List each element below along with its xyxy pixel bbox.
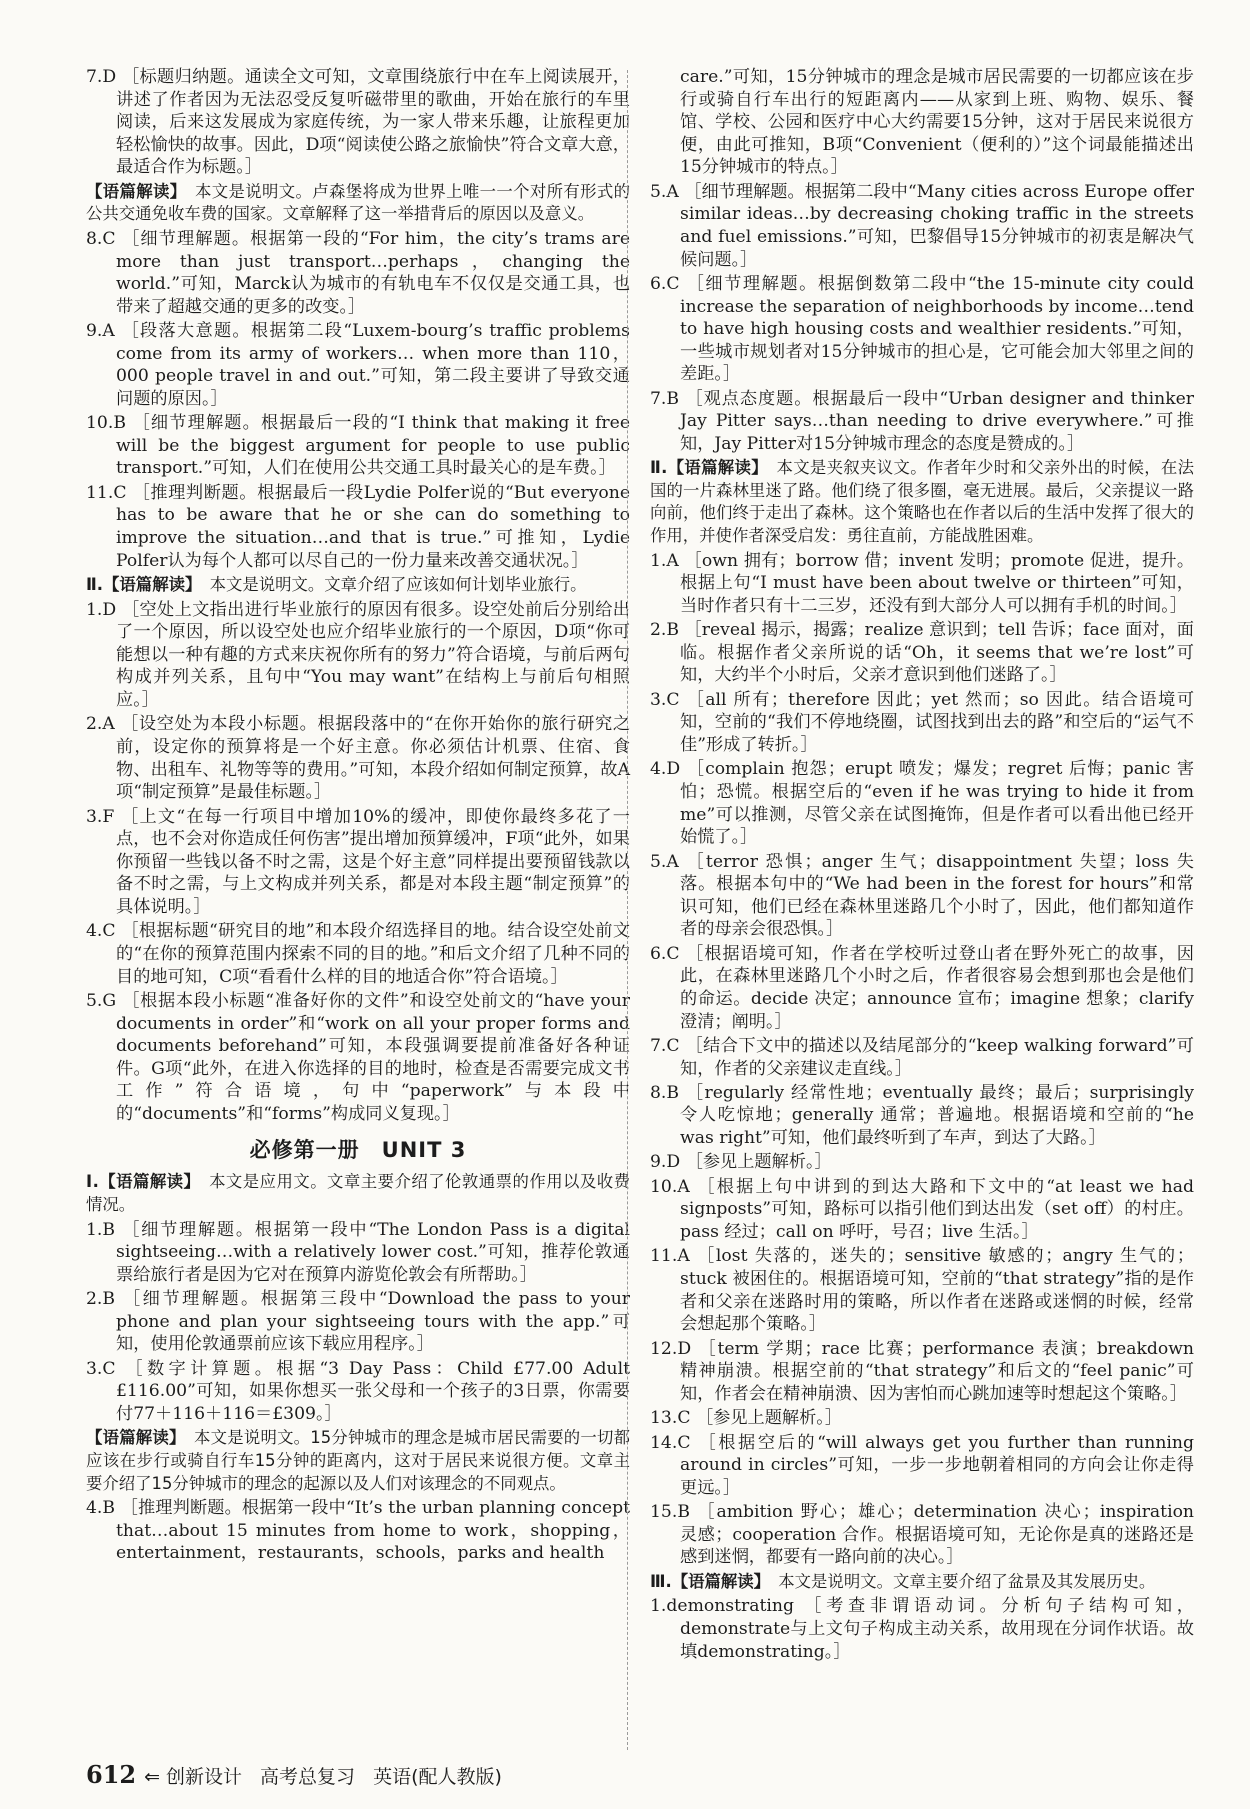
answer-explanation: ［上文“在每一行项目中增加10%的缓冲，即使你最终多花了一点，也不会对你造成任何伤害”提出增加预算缓冲，F项“此外，如果你预留一些钱以备不时之需，这是个好主意”同样提出要预留钱款以备不时之需，与上文构成并列关系，都是对本段主题“制定预算”的具体说明。］ (116, 806, 630, 917)
series-name: 高考总复习 (260, 1766, 356, 1788)
answer-explanation: ［regularly 经常性地；eventually 最终；最后；surprisingly 令人吃惊地；generally 通常；普遍地。根据语境和空前的“he was right”可知，他们最终听到了车声，到达了大路。］ (680, 1082, 1194, 1149)
note-tag: Ⅰ.【语篇解读】 (86, 1172, 193, 1192)
answer-number: 3.C (650, 689, 680, 710)
answer-explanation: ［空处上文指出进行毕业旅行的原因有很多。设空处前后分别给出了一个原因，所以设空处也应介绍毕业旅行的一个原因，D项“你可能想以一种有趣的方式来庆祝你所有的努力”符合语境，与前后两句构成并列关系，且句中“You may want”在结构上与前后句相照应。］ (116, 599, 630, 711)
answer-item (650, 1151, 1194, 1174)
answer-item (650, 1338, 1194, 1406)
answer-explanation: ［细节理解题。根据第一段的“For him，the city’s trams are more than just transport…perhaps，changing the world.”可知，Marck认为城市的有轨电车不仅仅是交通工具，也带来了超越交通的更多的改变。］ (116, 228, 630, 317)
page-number: 612 (86, 1760, 137, 1789)
answer-item (650, 1432, 1194, 1500)
answer-explanation: ［推理判断题。根据第一段中“It’s the urban planning concept that…about 15 minutes from home to work，shopping，entertainment，restaurants，schools，parks and health (116, 1498, 630, 1564)
note-text: 本文是说明文。卢森堡将成为世界上唯一一个对所有形式的公共交通免收车费的国家。文章解释了这一举措背后的原因以及意义。 (86, 181, 630, 224)
answer-explanation: ［根据标题“研究目的地”和本段介绍选择目的地。结合设空处前文的“在你的预算范围内探索不同的目的地。”和后文介绍了几种不同的目的地可知，C项“看看什么样的目的地适合你”符合语境。］ (116, 921, 631, 987)
answer-item (650, 1035, 1194, 1080)
answer-number: 14.C (650, 1432, 691, 1453)
answer-explanation: ［段落大意题。根据第二段“Luxem-bourg’s traffic problems come from its army of workers… when more than 110，000 people travel in and out.”可知，第二段主要讲了导致交通问题的原因。］ (116, 321, 631, 409)
passage-note (86, 1171, 630, 1216)
answer-item (650, 388, 1194, 456)
answer-number: 10.A (650, 1176, 690, 1197)
note-text: 本文是应用文。文章主要介绍了伦敦通票的作用以及收费情况。 (86, 1172, 631, 1215)
note-text: 本文是说明文。15分钟城市的理念是城市居民需要的一切都应该在步行或骑自行车15分钟的距离内，这对于居民来说很方便。文章主要介绍了15分钟城市的理念的起源以及人们对该理念的不同观点。 (86, 1428, 631, 1493)
note-tag: Ⅱ.【语篇解读】 (650, 458, 760, 478)
answer-number: 7.C (650, 1035, 680, 1056)
answer-number: 2.A (86, 714, 115, 735)
answer-explanation: ［all 所有；therefore 因此；yet 然而；so 因此。结合语境可知，空前的“我们不停地绕圈，试图找到出去的路”和空后的“运气不佳”形成了转折。］ (680, 689, 1195, 755)
answer-number: 9.A (86, 321, 115, 342)
answer-item (650, 758, 1194, 848)
answer-explanation: ［terror 恐惧；anger 生气；disappointment 失望；loss 失落。根据本句中的“We had been in the forest for hours”和常识可知，他们已经在森林里迷路几个小时了，因此，他们都知道作者的母亲会很恐惧。］ (680, 851, 1194, 940)
answer-explanation: ［细节理解题。根据第二段中“Many cities across Europe offer similar ideas…by decreasing choking traffic in the streets and fuel emissions.”可知，巴黎倡导15分钟城市的初衷是解决气候问题。］ (680, 181, 1195, 270)
answer-item (650, 943, 1194, 1033)
answer-explanation: ［reveal 揭示，揭露；realize 意识到；tell 告诉；face 面对，面临。根据作者父亲所说的话“Oh，it seems that we’re lost”可知，大约半个小时后，父亲才意识到他们迷路了。］ (680, 620, 1194, 686)
answer-number: 13.C (650, 1408, 691, 1429)
answer-continuation: care.”可知，15分钟城市的理念是城市居民需要的一切都应该在步行或骑自行车出行的短距离内——从家到上班、购物、娱乐、餐馆、学校、公园和医疗中心大约需要15分钟，这对于居民来说很方便，由此可推知，B项“Convenient（便利的）”这个词最能描述出15分钟城市的特点。］ (680, 67, 1194, 178)
answer-number: 10.B (86, 413, 126, 434)
answer-explanation: ［结合下文中的描述以及结尾部分的“keep walking forward”可知，作者的父亲建议走直线。］ (680, 1035, 1194, 1079)
answer-number: 4.B (86, 1498, 116, 1519)
answer-item (86, 1497, 630, 1565)
answer-number: 15.B (650, 1502, 690, 1523)
answer-explanation: ［细节理解题。根据倒数第二段中“the 15-minute city could increase the separation of neighborhoods by income…tend to have high housing costs and wealthier residents.”可知，一些城市规划者对15分钟城市的担心是，它可能会加大邻里之间的差距。］ (680, 273, 1195, 385)
answer-item (86, 806, 630, 919)
answer-explanation: ［细节理解题。根据最后一段的“I think that making it free will be the biggest argument for people to use public transport.”可知，人们在使用公共交通工具时最关心的是车费。］ (116, 413, 630, 479)
answer-item (650, 1501, 1194, 1569)
answer-item (650, 273, 1194, 386)
answer-explanation: ［数字计算题。根据“3 Day Pass：Child £77.00 Adult £116.00”可知，如果你想买一张父母和一个孩子的3日票，你需要付77＋116＋116＝£309。］ (116, 1358, 630, 1425)
answer-item (650, 851, 1194, 941)
passage-note (86, 1427, 630, 1495)
note-text: 本文是夹叙夹议文。作者年少时和父亲外出的时候，在法国的一片森林里迷了路。他们绕了很多圈，毫无进展。最后，父亲提议一路向前，他们终于走出了森林。这个策略也在作者以后的生活中发挥了很大的作用，并使作者深受启发：勇往直前，方能战胜困难。 (650, 458, 1195, 546)
arrow-icon: ⇐ (144, 1766, 161, 1788)
brand-name: 创新设计 (166, 1766, 243, 1788)
passage-note (650, 1571, 1194, 1594)
answer-explanation: ［推理判断题。根据最后一段Lydie Polfer说的“But everyone has to be aware that he or she can do something to improve the situation…and that is true.”可推知，Lydie Polfer认为每个人都可以尽自己的一份力量来改善交通状况。］ (116, 482, 630, 571)
answer-explanation: ［考查非谓语动词。分析句子结构可知，demonstrate与上文句子构成主动关系，故用现在分词作状语。故填demonstrating。］ (680, 1596, 1194, 1662)
answer-item (650, 550, 1194, 618)
answer-explanation: ［complain 抱怨；erupt 喷发；爆发；regret 后悔；panic 害怕；恐慌。根据空后的“even if he was trying to hide it from me”可以推测，尽管父亲在试图掩饰，但是作者可以看出他已经开始慌了。］ (680, 759, 1195, 848)
answer-number: 4.D (650, 759, 681, 780)
answer-item (650, 1082, 1194, 1150)
answer-explanation: ［own 拥有；borrow 借；invent 发明；promote 促进，提升。根据上句“I must have been about twelve or thirteen”可知，当时作者只有十二三岁，还没有到大部分人可以拥有手机的时间。］ (680, 550, 1195, 616)
passage-note (650, 457, 1194, 547)
answer-explanation: ［根据语境可知，作者在学校听过登山者在野外死亡的故事，因此，在森林里迷路几个小时之后，作者很容易会想到那也会是他们的命运。decide 决定；announce 宣布；imagine 想象；clarify 澄清；阐明。］ (680, 943, 1194, 1032)
page-footer (86, 1762, 520, 1790)
passage-note (86, 181, 630, 226)
subject-name: 英语(配人教版) (373, 1766, 502, 1788)
answer-item (86, 990, 630, 1126)
answer-item (86, 920, 630, 988)
answer-explanation: ［根据本段小标题“准备好你的文件”和设空处前文的“have your documents in order”和“work on all your proper forms and documents beforehand”可知，本段强调要提前准备好各种证件。G项“此外，在进入你选择的目的地时，检查是否需要完成文书工作”符合语境，句中“paperwork”与本段中的“documents”和“forms”构成同义复现。］ (116, 990, 630, 1124)
answer-explanation: ［细节理解题。根据第三段中“Download the pass to your phone and plan your sightseeing tours with the app.”可知，使用伦敦通票前应该下载应用程序。］ (116, 1289, 630, 1355)
note-tag: Ⅱ.【语篇解读】 (86, 575, 194, 595)
answer-explanation: ［term 学期；race 比赛；performance 表演；breakdown 精神崩溃。根据空前的“that strategy”和后文的“feel panic”可知，作者会在精神崩溃、因为害怕而心跳加速等时想起这个策略。］ (680, 1338, 1195, 1404)
answer-explanation: ［细节理解题。根据第一段中“The London Pass is a digital sightseeing…with a relatively lower cost.”可知，推荐伦敦通票给旅行者是因为它对在预算内游览伦敦会有所帮助。］ (116, 1219, 630, 1285)
answer-explanation: ［参见上题解析。］ (685, 1152, 832, 1173)
answer-number: 2.B (86, 1289, 116, 1310)
answer-item (650, 1595, 1194, 1663)
answer-number: 3.F (86, 806, 115, 827)
answer-number: 1.D (86, 599, 117, 620)
note-tag: Ⅲ.【语篇解读】 (650, 1571, 762, 1591)
answer-explanation: ［根据空后的“will always get you further than running around in circles”可知，一步一步地朝着相同的方向会让你走得更远。］ (680, 1432, 1195, 1498)
answer-number: 7.B (650, 388, 680, 409)
answer-item (650, 619, 1194, 687)
answer-number: 1.A (650, 550, 679, 571)
answer-item (86, 599, 630, 712)
answer-number: 8.B (650, 1082, 680, 1103)
passage-note (86, 574, 630, 597)
answer-number: 1.B (86, 1219, 116, 1240)
answer-number: 7.D (86, 67, 117, 87)
answer-number: 11.A (650, 1246, 690, 1267)
answer-explanation: ［标题归纳题。通读全文可知，文章围绕旅行中在车上阅读展开，讲述了作者因为无法忍受反复听磁带里的歌曲，开始在旅行的车里阅读，后来这发展成为家庭传统，为一家人带来乐趣，让旅程更加轻松愉快的故事。因此，D项“阅读使公路之旅愉快”符合文章大意，最适合作为标题。］ (116, 67, 630, 178)
answer-item (86, 1288, 630, 1356)
answer-explanation: ［根据上句中讲到的到达大路和下文中的“at least we had signposts”可知，路标可以指引他们到达出发（set off）的村庄。pass 经过；call on 呼吁，号召；live 生活。］ (680, 1176, 1194, 1243)
column-divider (627, 70, 628, 1750)
answer-item (86, 228, 630, 318)
answer-item (650, 1176, 1194, 1244)
note-text: 本文是说明文。文章主要介绍了盆景及其发展历史。 (778, 1571, 1156, 1591)
answer-number: 4.C (86, 921, 116, 942)
answer-item (86, 320, 630, 410)
answer-item (86, 1219, 630, 1287)
answer-item (86, 412, 630, 480)
answer-number: 1.demonstrating (650, 1596, 794, 1617)
answer-number: 6.C (650, 273, 680, 294)
answer-item (650, 1407, 1194, 1430)
answer-item (650, 1245, 1194, 1335)
answer-item (86, 1358, 630, 1426)
answer-explanation: ［lost 失落的，迷失的；sensitive 敏感的；angry 生气的；stuck 被困住的。根据语境可知，空前的“that strategy”指的是作者和父亲在迷路时用的策略，所以作者在迷路或迷惘的时候，经常会想起那个策略。］ (680, 1246, 1195, 1335)
answer-explanation: ［ambition 野心；雄心；determination 决心；inspiration 灵感；cooperation 合作。根据语境可知，无论你是真的迷路还是感到迷惘，都要有一路向前的决心。］ (680, 1502, 1194, 1568)
answer-number: 5.G (86, 990, 117, 1011)
answer-item (86, 713, 630, 803)
answer-number: 8.C (86, 228, 116, 249)
answer-item (650, 181, 1194, 271)
answer-item (86, 66, 630, 179)
answer-item (650, 689, 1194, 757)
unit-title: 必修第一册 UNIT 3 (249, 1138, 467, 1163)
right-column (650, 66, 1194, 1665)
answer-number: 9.D (650, 1152, 681, 1173)
answer-number: 6.C (650, 943, 680, 964)
answer-explanation: ［观点态度题。根据最后一段中“Urban designer and thinker Jay Pitter says…than needing to drive everywhere.”可推知，Jay Pitter对15分钟城市理念的态度是赞成的。］ (680, 388, 1194, 454)
answer-item (86, 482, 630, 572)
note-tag: 【语篇解读】 (86, 181, 179, 201)
answer-explanation: ［设空处为本段小标题。根据段落中的“在你开始你的旅行研究之前，设定你的预算将是一个好主意。你必须估计机票、住宿、食物、出租车、礼物等等的费用。”可知，本段介绍如何制定预算，故A项“制定预算”是最佳标题。］ (116, 714, 631, 803)
left-column (86, 66, 630, 1567)
answer-number: 5.A (650, 181, 679, 202)
answer-number: 5.A (650, 851, 679, 872)
answer-number: 11.C (86, 482, 127, 503)
answer-number: 2.B (650, 620, 680, 641)
note-text: 本文是说明文。文章介绍了应该如何计划毕业旅行。 (209, 575, 587, 595)
note-tag: 【语篇解读】 (86, 1428, 178, 1448)
answer-explanation: ［参见上题解析。］ (695, 1408, 843, 1429)
answer-number: 12.D (650, 1338, 692, 1359)
answer-number: 3.C (86, 1358, 116, 1379)
